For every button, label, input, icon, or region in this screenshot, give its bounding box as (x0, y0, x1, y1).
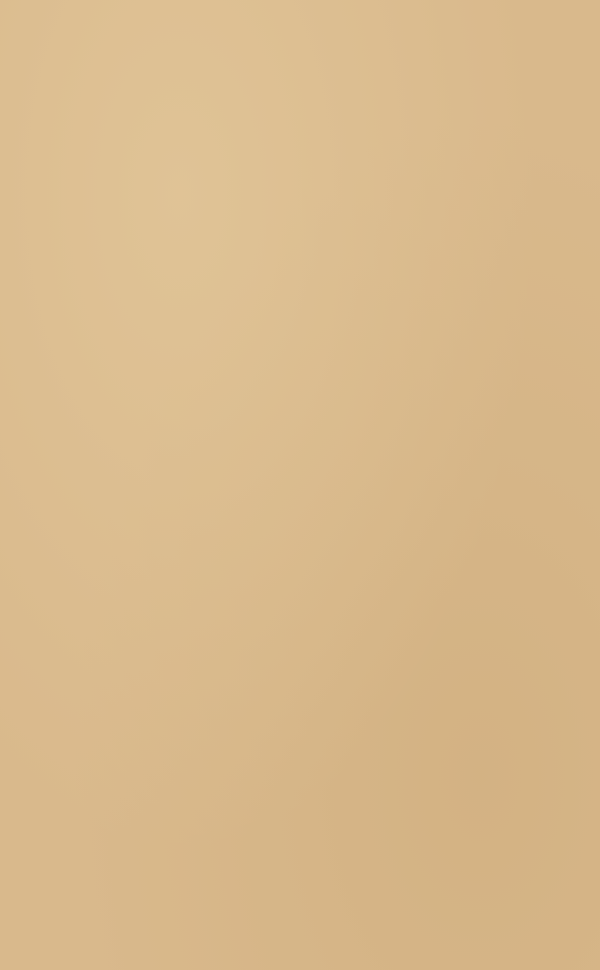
page-body (28, 33, 573, 61)
